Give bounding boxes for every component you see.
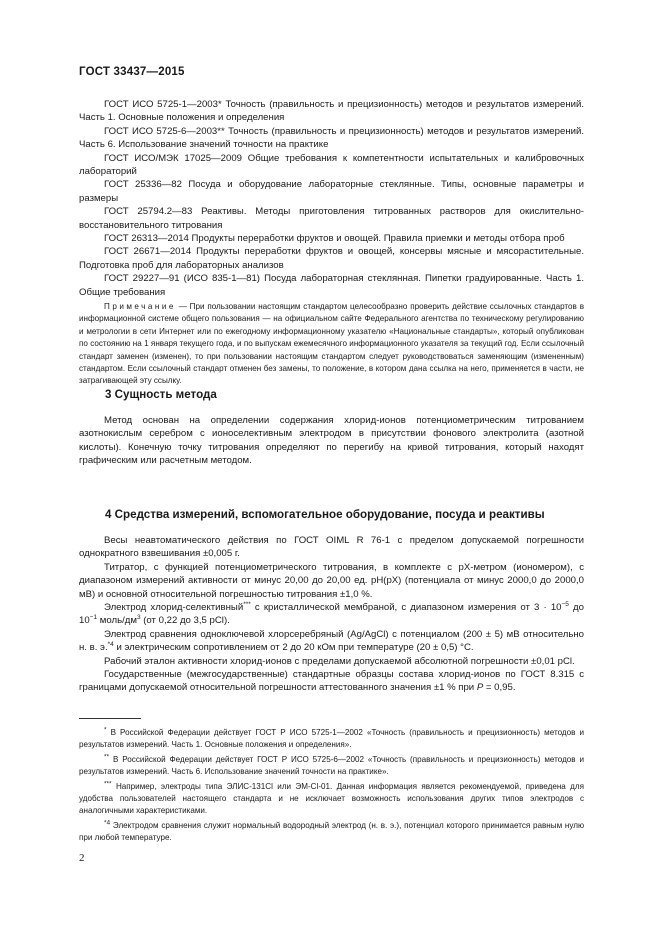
note-block [79,301,584,388]
normative-references [79,98,584,299]
reference-item: ГОСТ ИСО/МЭК 17025—2009 Общие требования к компетентности испытательных и калибровочных лабораторий [79,152,584,178]
reference-item: ГОСТ 25336—82 Посуда и оборудование лабораторные стеклянные. Типы, основные параметры и размеры [79,179,584,204]
section-4-paragraph: Электрод хлорид-селективный*** с кристаллической мембраной, с диапазоном измерения от $3 \cdot 10^{-5}$ до $10^{-1}$ моль/$дм^3$ (от 0,22 до 3,5 pCl). [79,600,584,627]
section-4-paragraph: Электрод сравнения одноключевой хлорсеребряный (Ag/AgCl) с потенциалом (200 ± 5) мВ относительно н. в. э.$^{*4}$ и электрическим сопротивлением от 2 до 20 кОм при температуре (20 ± 0,5) °С. [79,628,584,654]
reference-item: ГОСТ 26313—2014 Продукты переработки фруктов и овощей. Правила приемки и методы отбора проб [104,233,565,245]
section-4-paragraph: Государственные (межгосударственные) стандартные образцы состава хлорид-ионов по ГОСТ 8.315 с границами допускаемой относительной погрешности аттестованного значения ±1 % при Р = 0,95. [79,669,584,694]
page-number: 2 [79,852,85,864]
reference-item: ГОСТ 29227—91 (ИСО 835-1—81) Посуда лабораторная стеклянная. Пипетки градуированные. Часть 1. Общие требования [79,273,584,298]
footnote: *** Например, электроды типа ЭЛИС-131Cl или ЭМ-Cl-01. Данная информация является рекомендуемой, приведена для удобства пользователей настоящего стандарта и не исключает возможность использования других типов электродов с аналогичными характеристиками. [79,779,584,816]
reference-item: ГОСТ 25794.2—83 Реактивы. Методы приготовления титрованных растворов для окислительно-восстановительного титрования [79,206,584,231]
section-4-body [79,534,584,695]
section-3-body [79,414,584,468]
section-3-paragraph: Метод основан на определении содержания хлорид-ионов потенциометрическим титрованием азотнокислым серебром с ионоселективным электродом в присутствии фонового электролита (азотной кислоты). Конечную точку титрования определяют по перегибу на кривой титрования, который находят графическим или расчетным методом. [79,415,584,467]
footnote: * В Российской Федерации действует ГОСТ Р ИСО 5725-1—2002 «Точность (правильность и прецизионность) методов и результатов измерений. Часть 1. Основные положения и определения». [79,726,584,750]
section-3-title: 3 Сущность метода [105,388,217,401]
section-4-paragraph: Весы неавтоматического действия по ГОСТ OIML R 76-1 с пределом допускаемой погрешности однократного взвешивания ±0,005 г. [79,535,584,560]
footnote: $^{*4}$ Электродом сравнения служит нормальный водородный электрод (н. в. э.), потенциал которого принимается равным нулю при любой температуре. [79,819,585,843]
footnote-separator [79,718,141,719]
footnotes [79,727,584,847]
standard-header: ГОСТ 33437—2015 [79,66,185,78]
section-4-paragraph: Рабочий эталон активности хлорид-ионов с пределами допускаемой абсолютной погрешности ±0,01 pCl. [104,655,575,667]
reference-item: ГОСТ 26671—2014 Продукты переработки фруктов и овощей, консервы мясные и мясорастительные. Подготовка проб для лабораторных анализов [79,246,584,271]
section-4-paragraph: Титратор, с функцией потенциометрического титрования, в комплекте с рХ-метром (иономером), с диапазоном измерений активности от минус 20,00 до 20,00 ед. рН(рХ) (потенциала от минус 2000,0 до 2000,0 мВ) и основной относительной погрешностью титрования ±1,0 %. [79,561,584,600]
note-label: Примечание [104,302,176,311]
note-text: — При пользовании настоящим стандартом целесообразно проверить действие ссылочных стандартов в информационной системе общего пользования — на официальном сайте Федерального агентства по техническому регулированию и метрологии в сети Интернет или по ежегодному информационному указателю «Национальные стандарты», который опубликован по состоянию на 1 января текущего года, и по выпускам ежемесячного информационного указателя за текущий год. Если ссылочный стандарт заменен (изменен), то при пользовании настоящим стандартом следует руководствоваться заменяющим (измененным) стандартом. Если ссылочный стандарт отменен без замены, то положение, в котором дана ссылка на него, применяется в части, не затрагивающей эту ссылку. [79,302,584,386]
section-4-title: 4 Средства измерений, вспомогательное оборудование, посуда и реактивы [105,508,545,521]
reference-item: ГОСТ ИСО 5725-1—2003* Точность (правильность и прецизионность) методов и результатов измерений. Часть 1. Основные положения и определения [79,99,584,124]
reference-item: ГОСТ ИСО 5725-6—2003** Точность (правильность и прецизионность) методов и результатов измерений. Часть 6. Использование значений точности на практике [79,125,584,151]
footnote: ** В Российской Федерации действует ГОСТ Р ИСО 5725-6—2002 «Точность (правильность и прецизионность) методов и результатов измерений. Часть 6. Использование значений точности на практике». [79,753,585,777]
